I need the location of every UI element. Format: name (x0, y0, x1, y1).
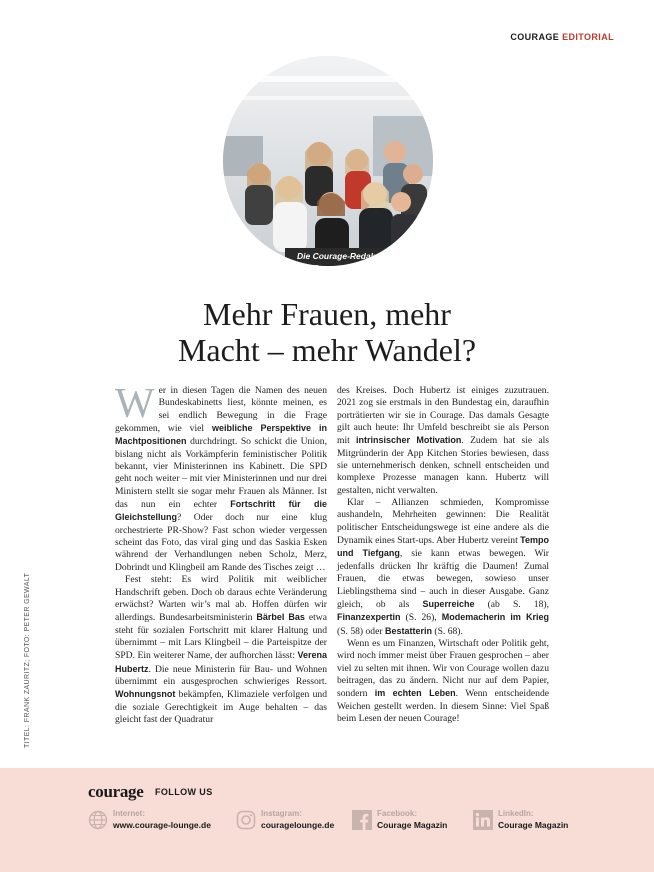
paragraph-text: . Zudem hat sie als Mitgründerin der App Kitchen Stories bewiesen, dass sie unternehmerisch denken, schnell entscheiden und komplexe Prozesse managen kann. Hubertz will gestalten, nicht verwalten. (337, 435, 550, 496)
social-value[interactable]: Courage Magazin (377, 820, 448, 830)
paragraph-text: , sie kann etwas bewegen. Wir jedenfalls drücken Ihr kräftig die Daumen! Zumal Frauen, die etwas bewegen, sowieso unser Lieblingsthema sind – auch in dieser Ausgabe. Ganz gleich, ob als (337, 548, 549, 610)
emphasized-phrase: im echten Leben (374, 688, 456, 699)
drop-cap: W (115, 381, 155, 427)
social-label: LinkedIn: (498, 809, 534, 818)
paragraph-text: (ab S. 18), (474, 598, 549, 610)
photo-credit: TITEL: FRANK ZAURITZ; FOTO: PETER GEWALT (24, 572, 31, 748)
photo-caption: Die Courage-Redaktion (285, 248, 403, 265)
paragraph-text: (S. 26), (400, 612, 442, 624)
emphasized-phrase: Finanzexpertin (337, 612, 401, 623)
emphasized-phrase: weibliche Perspektive in Machtpositionen (115, 423, 327, 447)
paragraph-text: (S. 68). (431, 625, 463, 637)
headline-line-2: Macht – mehr Wandel? (177, 332, 477, 368)
article-column-right (337, 385, 549, 725)
paragraph-text: . Die neue Ministerin für Bau- und Wohnen übernimmt ein ausgesprochen schwieriges Ressort. (115, 663, 327, 687)
linkedin-icon (473, 810, 493, 830)
emphasized-phrase: Modemacherin im Krieg (441, 612, 549, 623)
emphasized-phrase: Superreiche (422, 598, 475, 609)
footer-bar (0, 768, 654, 872)
social-value[interactable]: www.courage-lounge.de (113, 820, 211, 830)
headline (0, 296, 654, 368)
paragraph-text: . Wenn entscheidende Weichen gestellt werden. In diesem Sinne: Viel Spaß beim Lesen der neuen Courage! (337, 688, 550, 724)
paragraph-text: Fest steht: Es wird Politik mit weiblicher Handschrift geben. Doch ob daraus echte Veränderung erwächst? Warten wir’s mal ab. Hoffen dürfen wir allerdings. Bundesarbeitsministerin (115, 574, 327, 624)
paragraph-text: des Kreises. Doch Hubertz ist einiges zuzutrauen. 2021 zog sie erstmals in den Bundestag ein, daraufhin porträtierten wir sie in Courage. Das damals Gesagte gilt auch heute: Ihr Umfeld beschreibt sie als Person mit (337, 385, 549, 447)
facebook-icon (352, 810, 372, 830)
footer-logo: courage (88, 782, 144, 801)
social-label: Internet: (113, 809, 145, 818)
emphasized-phrase: Verena Hubertz (115, 650, 327, 674)
team-photo-illustration (223, 56, 433, 266)
magazine-brand: COURAGE (510, 32, 560, 42)
section-label (510, 32, 614, 42)
paragraph-text: etwa steht für sozialen Fortschritt mit klarer Haltung und übernimmt – mit Lars Klingbeil – die Parteispitze der SPD. Ein weiterer Name, der aufhorchen lässt: (115, 612, 327, 662)
emphasized-phrase: Fortschritt für die Gleichstellung (115, 499, 327, 523)
instagram-icon (236, 810, 256, 830)
follow-us-label: FOLLOW US (155, 787, 213, 797)
paragraph-text: Klar – Allianzen schmieden, Kompromisse aushandeln, Mehrheiten gewinnen: Die Realität politischer Entscheidungswege ist eine andere als die Dynamik eines Start-ups. Aber Hubertz vereint (337, 497, 549, 547)
article-paragraph (337, 638, 549, 725)
globe-icon (88, 810, 108, 830)
paragraph-text: Wenn es um Finanzen, Wirtschaft oder Politik geht, wird noch immer meist über Frauen gesprochen – aber viel zu selten mit ihnen. Wir von Courage wollen dazu beitragen, das zu ändern. Nicht nur auf dem Papier, sondern (337, 637, 549, 700)
emphasized-phrase: Wohnungsnot (115, 689, 176, 700)
paragraph-text: (S. 58) oder (337, 625, 385, 637)
emphasized-phrase: Tempo und Tiefgang (337, 535, 549, 559)
paragraph-text: ? Oder doch nur eine klug orchestrierte PR-Show? Fast schon wieder vergessen scheint das Foto, das viral ging und das Saskia Esken während der Verhandlungen neben Scholz, Merz, Dobrindt und Klingbeil am Rande des Tisches zeigt … (115, 512, 327, 573)
emphasized-phrase: intrinsischer Motivation (356, 435, 462, 446)
paragraph-text: bekämpfen, Klimaziele verfolgen und die soziale Gerechtigkeit im Auge behalten – das gleicht fast der Quadratur (115, 689, 327, 725)
section-name: EDITORIAL (562, 32, 614, 42)
social-value[interactable]: Courage Magazin (498, 820, 569, 830)
team-photo (223, 56, 433, 266)
headline-line-1: Mehr Frauen, mehr (203, 296, 451, 332)
social-label: Facebook: (377, 809, 418, 818)
social-value[interactable]: couragelounge.de (261, 820, 335, 830)
social-label: Instagram: (261, 809, 302, 818)
article-column-left (115, 381, 327, 726)
paragraph-text: er in diesen Tagen die Namen des neuen Bundeskabinetts liest, könnte meinen, es sei endlich Bewegung in die Frage gekommen, wie viel (115, 385, 327, 435)
emphasized-phrase: Bärbel Bas (256, 612, 305, 623)
article-paragraph (115, 574, 327, 726)
article-paragraph (337, 385, 549, 497)
paragraph-text: durchdringt. So schickt die Union, bislang nicht als Vorkämpferin feministischer Politik bekannt, vier Ministerinnen ins Kabinett. Die SPD geht noch weiter – mit vier Ministerinnen und nur drei Ministern stellt sie sogar mehr Frauen als Männer. Ist das nun ein echter (115, 436, 327, 511)
article-paragraph (337, 497, 549, 638)
emphasized-phrase: Bestatterin (384, 625, 432, 636)
